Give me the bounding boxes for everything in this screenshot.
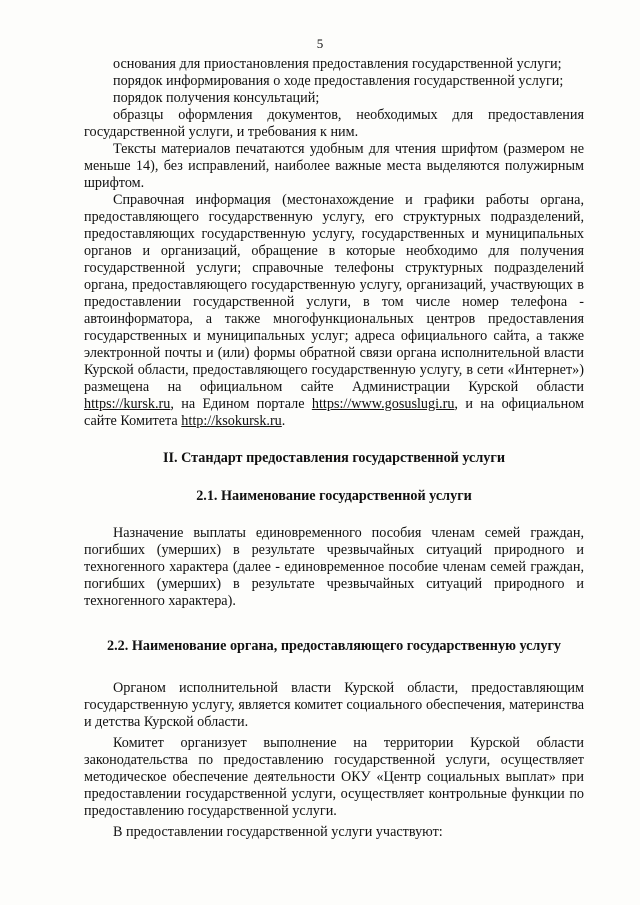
section-2-title: II. Стандарт предоставления государственной услуги bbox=[162, 450, 506, 466]
list-item: порядок информирования о ходе предоставления государственной услуги; bbox=[113, 73, 564, 89]
section-2-2-paragraph: В предоставлении государственной услуги участвуют: bbox=[113, 824, 443, 840]
reference-info-text: . bbox=[281, 413, 286, 429]
committee-site-link[interactable]: http://ksokursk.ru bbox=[181, 413, 282, 429]
reference-info-text: Справочная информация (местонахождение и графики работы органа, предоставляющего государственную услугу, его структурных подразделений, предоставляющих государственную услугу, государственных и муниципальных органов и организаций, обращение в которые необходимо для получения государственной услуги; справочные телефоны структурных подразделений органа, предоставляющего государственную услугу, организаций, участвующих в предоставлении государственной услуги, в том числе номер телефона - автоинформатора, а также многофункциональных центров предоставления государственных и муниципальных услуг; адреса официального сайта, а также электронной почты и (или) формы обратной связи органа исполнительной власти Курской области, предоставляющего государственную услугу, в сети «Интернет») размещена на официальном сайте Администрации Курской области bbox=[84, 192, 584, 395]
page-number: 5 bbox=[316, 36, 324, 51]
section-2-2-paragraph: Комитет организует выполнение на территории Курской области законодательства по предоставлению государственной услуги, осуществляет методическое обеспечение деятельности ОКУ «Центр социальных выплат» при предоставлении государственной услуги, осуществляет контрольные функции по предоставлению государственной услуги. bbox=[84, 735, 584, 819]
list-item: образцы оформления документов, необходимых для предоставления государственной услуги, и требования к ним. bbox=[84, 107, 584, 140]
section-2-1-text: Назначение выплаты единовременного пособия членам семей граждан, погибших (умерших) в результате чрезвычайных ситуаций природного и техногенного характера (далее - единовременное пособие членам семей граждан, погибших (умерших) в результате чрезвычайных ситуаций природного и техногенного характера). bbox=[84, 525, 584, 609]
kursk-link[interactable]: https://kursk.ru bbox=[84, 396, 171, 412]
reference-info-text: , и на официальном сайте Комитета bbox=[84, 396, 584, 429]
document-body bbox=[84, 56, 584, 841]
print-requirements-paragraph: Тексты материалов печатаются удобным для чтения шрифтом (размером не меньше 14), без исправлений, наиболее важные места выделяются полужирным шрифтом. bbox=[84, 141, 584, 191]
list-item: основания для приостановления предоставления государственной услуги; bbox=[113, 56, 562, 72]
reference-info-paragraph bbox=[84, 192, 584, 430]
section-2-1-title: 2.1. Наименование государственной услуги bbox=[196, 488, 472, 504]
section-2-2-paragraph: Органом исполнительной власти Курской области, предоставляющим государственную услугу, является комитет социального обеспечения, материнства и детства Курской области. bbox=[84, 680, 584, 730]
section-2-2-title: 2.2. Наименование органа, предоставляющего государственную услугу bbox=[106, 638, 562, 654]
list-item: порядок получения консультаций; bbox=[113, 90, 320, 106]
reference-info-text: , на Едином портале bbox=[170, 396, 312, 412]
gosuslugi-link[interactable]: https://www.gosuslugi.ru bbox=[311, 396, 455, 412]
